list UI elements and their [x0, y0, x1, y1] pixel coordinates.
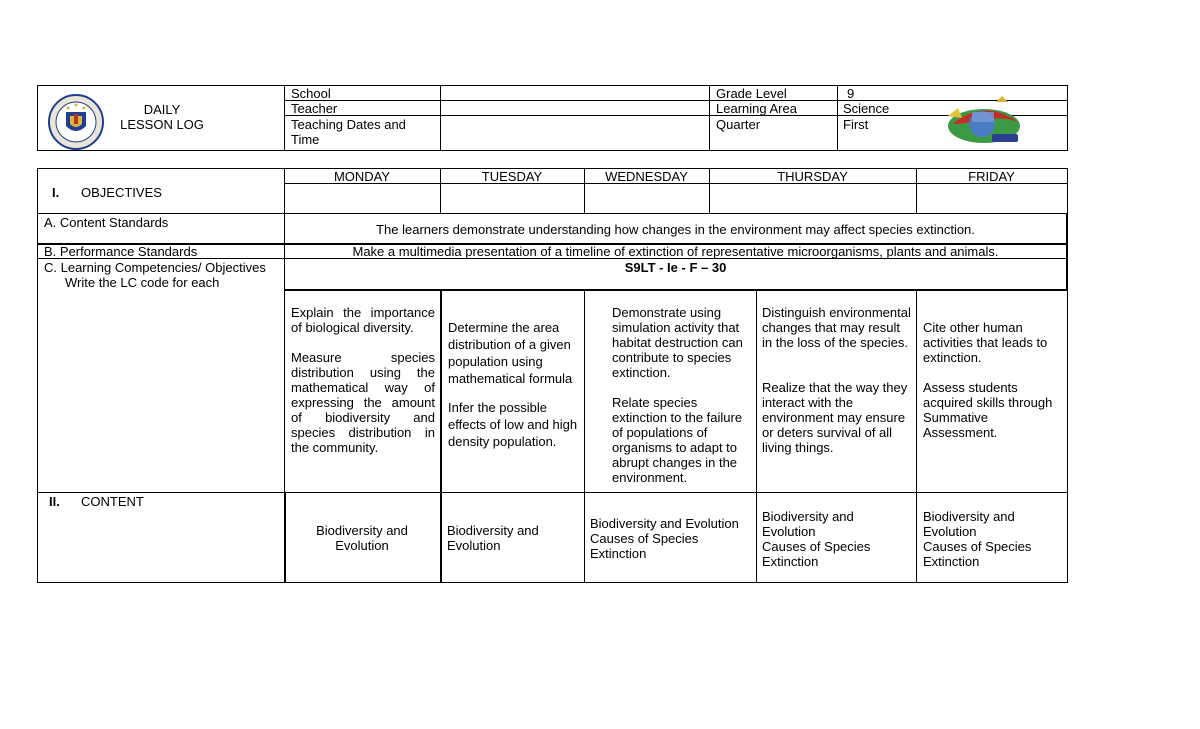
thursday-content: [762, 509, 882, 569]
wednesday-content-topic: Biodiversity and Evolution: [590, 516, 739, 531]
friday-objective-2: Assess students acquired skills through Summative Assessment.: [923, 380, 1053, 440]
wednesday-objectives: [612, 305, 752, 485]
friday-objective-1: Cite other human activities that leads to extinction.: [923, 320, 1048, 365]
tuesday-objectives: [448, 319, 580, 450]
learning-area-value: Science: [843, 101, 890, 116]
day-header-wednesday: WEDNESDAY: [605, 169, 688, 184]
friday-objectives: [923, 320, 1063, 440]
document-title-line1: DAILY: [143, 102, 181, 117]
wednesday-objective-1: Demonstrate using simulation activity that habitat destruction can contribute to species extinction.: [612, 305, 743, 380]
content-standards-text: The learners demonstrate understanding how changes in the environment may affect species extinction.: [376, 222, 975, 237]
thursday-content-topic: Biodiversity and Evolution: [762, 509, 854, 539]
content-numeral: II.: [49, 494, 60, 509]
wednesday-objective-2: Relate species extinction to the failure of populations of organisms to adapt to abrupt changes in the environment.: [612, 395, 743, 485]
document-title-line2: LESSON LOG: [120, 117, 204, 132]
monday-objective-2: Measure species distribution using the mathematical way of expressing the amount of biodiversity and species distribution in the community.: [291, 350, 435, 455]
day-header-tuesday: TUESDAY: [481, 169, 543, 184]
quarter-label: Quarter: [716, 117, 761, 132]
day-header-monday: MONDAY: [333, 169, 391, 184]
quarter-value: First: [843, 117, 869, 132]
content-heading: CONTENT: [81, 494, 144, 509]
competencies-label: C. Learning Competencies/ Objectives: [44, 260, 266, 275]
tuesday-objective-2: Infer the possible effects of low and high density population.: [448, 400, 578, 449]
thursday-objectives: [762, 305, 912, 455]
deped-seal-logo: [40, 94, 112, 150]
lc-code: S9LT - Ie - F – 30: [624, 260, 727, 275]
wednesday-content-subtopic: Causes of Species Extinction: [590, 531, 699, 561]
monday-objective-1: Explain the importance of biological diversity.: [291, 305, 435, 335]
objectives-heading: OBJECTIVES: [81, 185, 162, 200]
performance-standards-text: Make a multimedia presentation of a timeline of extinction of representative microorganisms, plants and animals.: [352, 244, 999, 259]
program-logo: [942, 94, 1026, 148]
tuesday-content: Biodiversity and Evolution: [447, 523, 539, 553]
teaching-dates-field[interactable]: [446, 117, 704, 147]
competencies-sublabel: Write the LC code for each: [65, 275, 220, 290]
day-header-thursday: THURSDAY: [777, 169, 848, 184]
grade-level-value: 9: [847, 86, 855, 101]
day-header-friday: FRIDAY: [968, 169, 1015, 184]
grade-level-label: Grade Level: [716, 86, 787, 101]
tuesday-objective-1: Determine the area distribution of a given population using mathematical formula: [448, 320, 573, 386]
performance-standards-label: B. Performance Standards: [44, 244, 198, 259]
friday-content: [923, 509, 1043, 569]
thursday-objective-2: Realize that the way they interact with the environment may ensure or deters survival of all living things.: [762, 380, 908, 455]
teacher-label: Teacher: [291, 101, 338, 116]
friday-content-subtopic: Causes of Species Extinction: [923, 539, 1032, 569]
monday-content: Biodiversity and Evolution: [316, 523, 408, 553]
monday-objectives: [291, 305, 435, 455]
school-label: School: [291, 86, 331, 101]
school-field[interactable]: [446, 86, 704, 100]
thursday-objective-1: Distinguish environmental changes that may result in the loss of the species.: [762, 305, 911, 350]
teaching-dates-label: Teaching Dates and Time: [291, 117, 406, 147]
friday-content-topic: Biodiversity and Evolution: [923, 509, 1015, 539]
teacher-field[interactable]: [446, 101, 704, 115]
thursday-content-subtopic: Causes of Species Extinction: [762, 539, 871, 569]
objectives-numeral: I.: [52, 185, 60, 200]
wednesday-content: [590, 516, 754, 561]
learning-area-label: Learning Area: [716, 101, 797, 116]
content-standards-label: A. Content Standards: [44, 215, 169, 230]
